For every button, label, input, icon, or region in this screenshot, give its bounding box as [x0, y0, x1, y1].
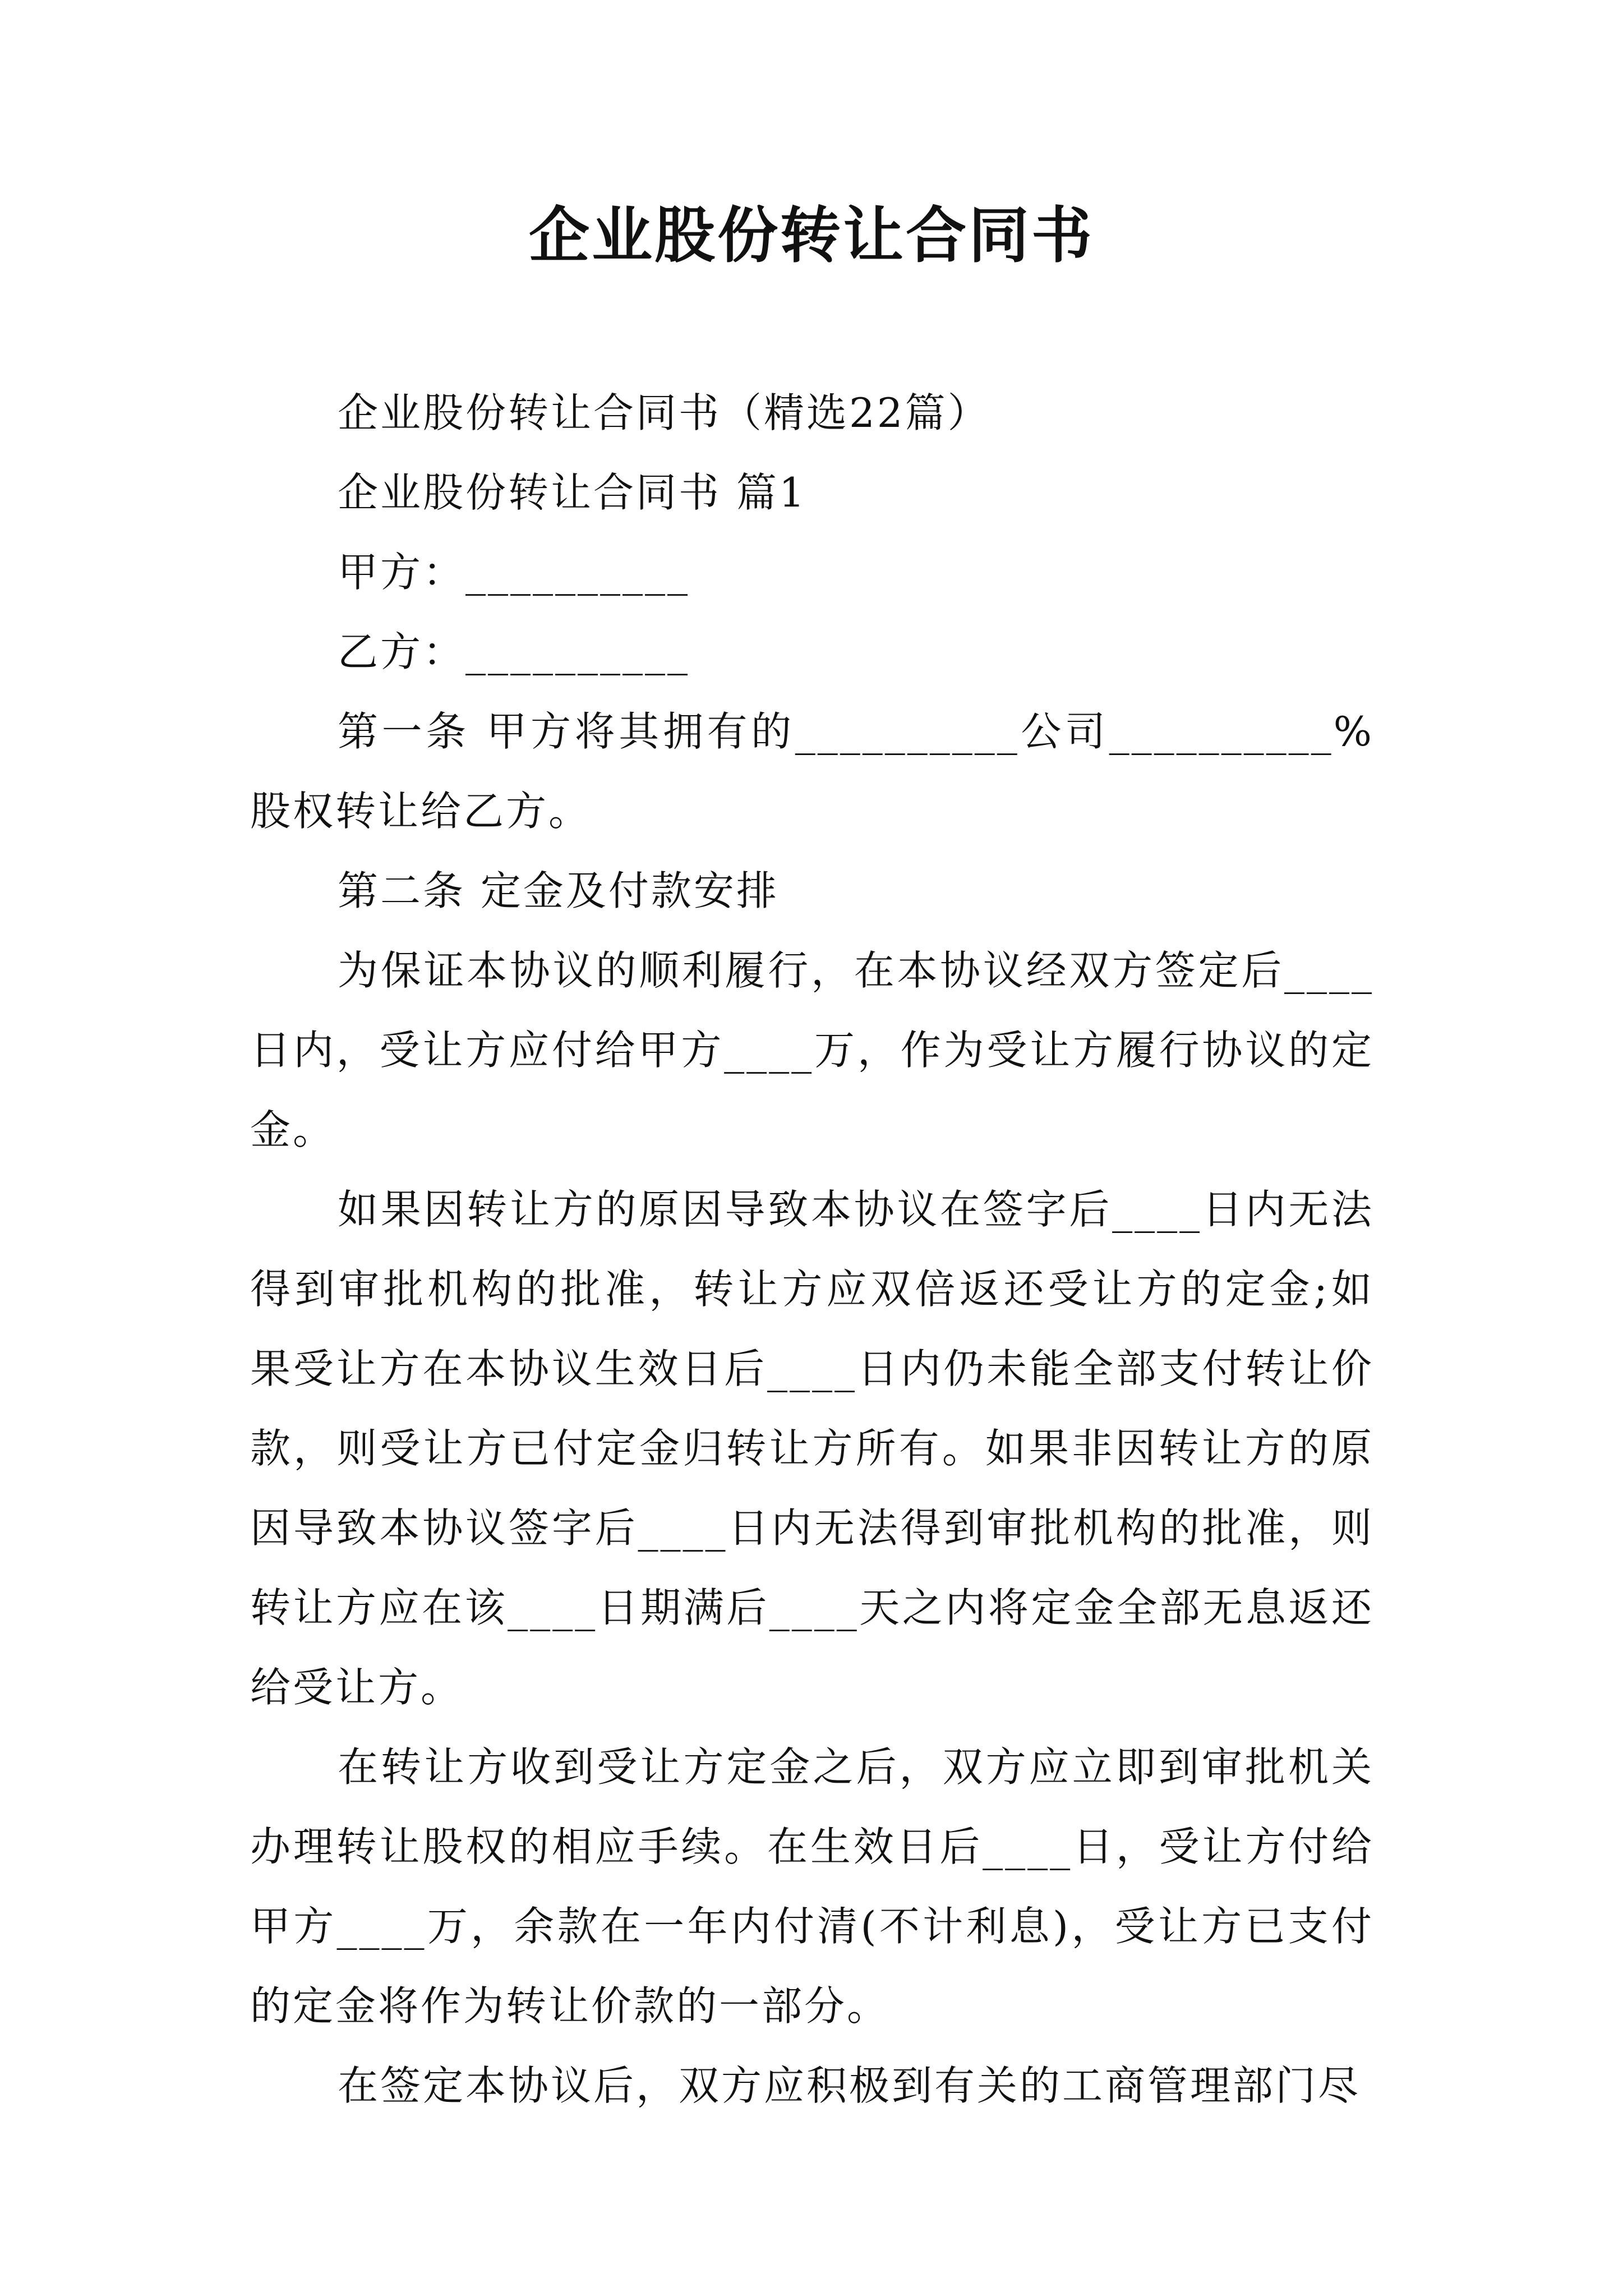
subtitle-line: 企业股份转让合同书（精选22篇） — [338, 389, 990, 436]
deposit-paragraph: 为保证本协议的顺利履行，在本协议经双方签定后____日内，受让方应付给甲方____万，作为受让方履行协议的定金。 — [250, 947, 1374, 1153]
party-a-line: 甲方：__________ — [338, 549, 690, 596]
payment-paragraph: 在转让方收到受让方定金之后，双方应立即到审批机关办理转让股权的相应手续。在生效日后____日，受让方付给甲方____万，余款在一年内付清(不计利息)，受让方已支付的定金将作为转让价款的一部分。 — [250, 1743, 1374, 2030]
approval-paragraph: 如果因转让方的原因导致本协议在签字后____日内无法得到审批机构的批准，转让方应双倍返还受让方的定金;如果受让方在本协议生效日后____日内仍未能全部支付转让价款，则受让方已付定金归转让方所有。如果非因转让方的原因导致本协议签字后____日内无法得到审批机构的批准，则转让方应在该____日期满后____天之内将定金全部无息返还给受让方。 — [250, 1186, 1374, 1711]
article-2-heading: 第二条 定金及付款安排 — [338, 867, 779, 914]
registration-paragraph: 在签定本协议后，双方应积极到有关的工商管理部门尽 — [338, 2062, 1361, 2109]
section-heading: 企业股份转让合同书 篇1 — [338, 469, 807, 516]
document-body — [250, 373, 1374, 2125]
document-title: 企业股份转让合同书 — [528, 200, 1094, 271]
article-1: 第一条 甲方将其拥有的__________公司__________%股权转让给乙方。 — [250, 708, 1374, 835]
party-b-line: 乙方：__________ — [338, 628, 690, 675]
